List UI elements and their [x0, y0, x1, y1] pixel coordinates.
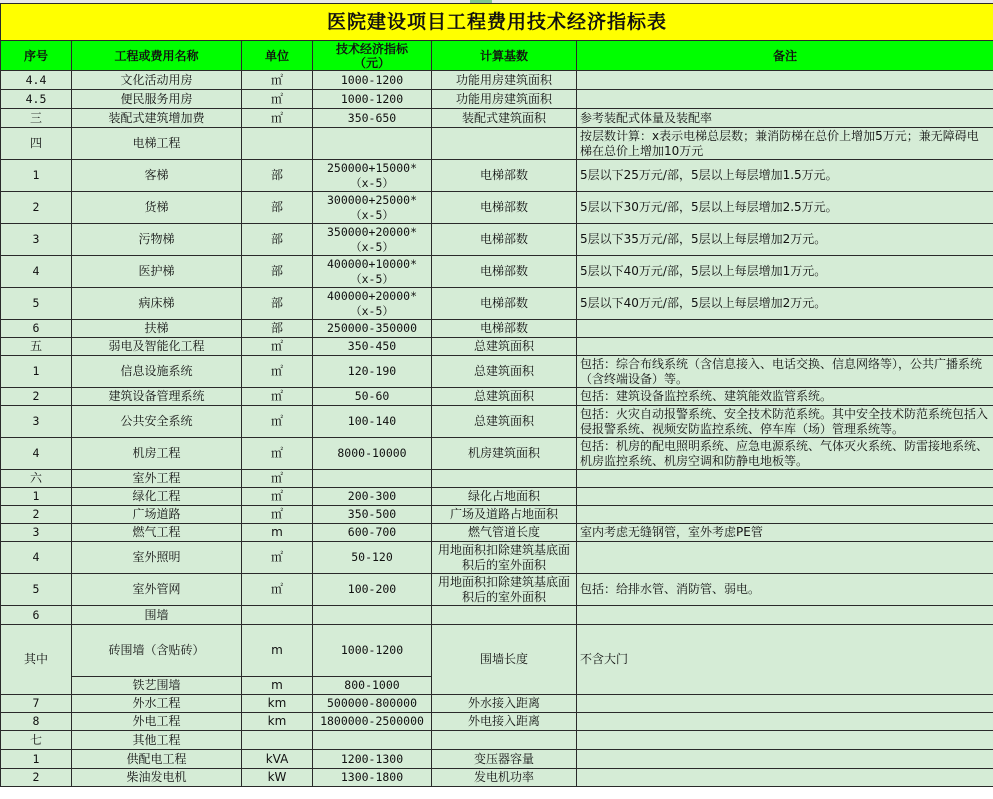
- cell-index[interactable]: 350000+20000*（x-5）: [313, 224, 432, 256]
- cell-base[interactable]: [432, 731, 577, 750]
- cell-name[interactable]: 电梯工程: [72, 128, 242, 160]
- cell-note[interactable]: 包括：机房的配电照明系统、应急电源系统、气体灭火系统、防雷接地系统、机房监控系统、机房空调和防静电地板等。: [577, 438, 993, 470]
- cell-no[interactable]: 6: [1, 606, 72, 625]
- cell-base[interactable]: [432, 470, 577, 488]
- header-name[interactable]: 工程或费用名称: [72, 41, 242, 71]
- table-row: [1, 288, 993, 320]
- cell-no[interactable]: 1: [1, 160, 72, 192]
- cell-unit[interactable]: ㎡: [242, 406, 313, 438]
- cell-base[interactable]: 总建筑面积: [432, 356, 577, 388]
- table-row: [1, 506, 993, 524]
- cell-note[interactable]: [577, 713, 993, 731]
- cell-name[interactable]: 信息设施系统: [72, 356, 242, 388]
- table-row: [1, 713, 993, 731]
- cell-index[interactable]: 100-200: [313, 574, 432, 606]
- cell-unit[interactable]: ㎡: [242, 338, 313, 356]
- cell-index[interactable]: 1200-1300: [313, 750, 432, 769]
- cell-name[interactable]: 装配式建筑增加费: [72, 109, 242, 128]
- cell-name[interactable]: 客梯: [72, 160, 242, 192]
- cell-index[interactable]: 1000-1200: [313, 71, 432, 90]
- cell-unit[interactable]: 部: [242, 192, 313, 224]
- cell-note[interactable]: 包括：给排水管、消防管、弱电。: [577, 574, 993, 606]
- cell-base[interactable]: 总建筑面积: [432, 388, 577, 406]
- cell-index[interactable]: [313, 606, 432, 625]
- cell-no[interactable]: 1: [1, 488, 72, 506]
- header-unit[interactable]: 单位: [242, 41, 313, 71]
- cell-base[interactable]: 机房建筑面积: [432, 438, 577, 470]
- cell-note[interactable]: 5层以下40万元/部，5层以上每层增加1万元。: [577, 256, 993, 288]
- cell-base[interactable]: 电梯部数: [432, 160, 577, 192]
- cell-index[interactable]: 100-140: [313, 406, 432, 438]
- cell-no[interactable]: 4: [1, 542, 72, 574]
- cell-base[interactable]: 总建筑面积: [432, 406, 577, 438]
- indicator-table: [0, 3, 993, 787]
- cell-base[interactable]: 围墙长度: [432, 625, 577, 695]
- cell-no[interactable]: 其中: [1, 625, 72, 695]
- cell-note[interactable]: 包括：综合布线系统（含信息接入、电话交换、信息网络等），公共广播系统（含终端设备）等。: [577, 356, 993, 388]
- cell-unit[interactable]: [242, 128, 313, 160]
- cell-base[interactable]: 绿化占地面积: [432, 488, 577, 506]
- cell-unit[interactable]: kW: [242, 769, 313, 787]
- cell-index[interactable]: 250000-350000: [313, 320, 432, 338]
- cell-unit[interactable]: m: [242, 677, 313, 695]
- table-row: [1, 406, 993, 438]
- cell-no[interactable]: 4.4: [1, 71, 72, 90]
- cell-no[interactable]: 七: [1, 731, 72, 750]
- table-row: [1, 356, 993, 388]
- cell-base[interactable]: 电梯部数: [432, 256, 577, 288]
- cell-unit[interactable]: 部: [242, 224, 313, 256]
- cell-no[interactable]: 5: [1, 574, 72, 606]
- cell-index[interactable]: [313, 470, 432, 488]
- cell-no[interactable]: 6: [1, 320, 72, 338]
- cell-no[interactable]: 8: [1, 713, 72, 731]
- cell-no[interactable]: 四: [1, 128, 72, 160]
- cell-no[interactable]: 2: [1, 769, 72, 787]
- cell-note[interactable]: [577, 695, 993, 713]
- cell-note[interactable]: 5层以下35万元/部，5层以上每层增加2万元。: [577, 224, 993, 256]
- cell-no[interactable]: 5: [1, 288, 72, 320]
- cell-no[interactable]: 3: [1, 524, 72, 542]
- cell-name[interactable]: 绿化工程: [72, 488, 242, 506]
- table-row: [1, 90, 993, 109]
- cell-index[interactable]: 300000+25000*（x-5）: [313, 192, 432, 224]
- cell-name[interactable]: 铁艺围墙: [72, 677, 242, 695]
- cell-unit[interactable]: ㎡: [242, 90, 313, 109]
- cell-name[interactable]: 扶梯: [72, 320, 242, 338]
- cell-unit[interactable]: km: [242, 713, 313, 731]
- cell-note[interactable]: [577, 338, 993, 356]
- cell-index[interactable]: 600-700: [313, 524, 432, 542]
- cell-unit[interactable]: ㎡: [242, 388, 313, 406]
- cell-base[interactable]: [432, 128, 577, 160]
- cell-no[interactable]: 2: [1, 388, 72, 406]
- cell-no[interactable]: 六: [1, 470, 72, 488]
- cell-name[interactable]: 广场道路: [72, 506, 242, 524]
- table-row: [1, 542, 993, 574]
- cell-base[interactable]: 电梯部数: [432, 288, 577, 320]
- cell-note[interactable]: [577, 90, 993, 109]
- cell-unit[interactable]: 部: [242, 288, 313, 320]
- cell-index[interactable]: 350-500: [313, 506, 432, 524]
- cell-unit[interactable]: km: [242, 695, 313, 713]
- table-row: [1, 470, 993, 488]
- cell-note[interactable]: 包括：火灾自动报警系统、安全技术防范系统。其中安全技术防范系统包括入侵报警系统、视频安防监控系统、停车库（场）管理系统等。: [577, 406, 993, 438]
- cell-base[interactable]: 装配式建筑面积: [432, 109, 577, 128]
- table-row: [1, 438, 993, 470]
- cell-note[interactable]: 5层以下25万元/部，5层以上每层增加1.5万元。: [577, 160, 993, 192]
- cell-name[interactable]: 病床梯: [72, 288, 242, 320]
- cell-base[interactable]: 用地面积扣除建筑基底面积后的室外面积: [432, 542, 577, 574]
- cell-no[interactable]: 3: [1, 406, 72, 438]
- cell-note[interactable]: 5层以下30万元/部，5层以上每层增加2.5万元。: [577, 192, 993, 224]
- cell-name[interactable]: 柴油发电机: [72, 769, 242, 787]
- cell-no[interactable]: 3: [1, 224, 72, 256]
- table-row: [1, 625, 993, 677]
- table-row: [1, 524, 993, 542]
- cell-note[interactable]: [577, 506, 993, 524]
- table-row: [1, 750, 993, 769]
- table-row: [1, 71, 993, 90]
- cell-index[interactable]: 500000-800000: [313, 695, 432, 713]
- cell-no[interactable]: 三: [1, 109, 72, 128]
- cell-name[interactable]: 机房工程: [72, 438, 242, 470]
- cell-note[interactable]: [577, 606, 993, 625]
- cell-unit[interactable]: 部: [242, 320, 313, 338]
- cell-name[interactable]: 外电工程: [72, 713, 242, 731]
- cell-unit[interactable]: 部: [242, 160, 313, 192]
- cell-name[interactable]: 医护梯: [72, 256, 242, 288]
- cell-name[interactable]: 砖围墙（含贴砖）: [72, 625, 242, 677]
- cell-note[interactable]: [577, 769, 993, 787]
- cell-name[interactable]: 其他工程: [72, 731, 242, 750]
- cell-no[interactable]: 五: [1, 338, 72, 356]
- cell-index[interactable]: 50-60: [313, 388, 432, 406]
- table-row: [1, 606, 993, 625]
- cell-base[interactable]: 外电接入距离: [432, 713, 577, 731]
- cell-no[interactable]: 4: [1, 256, 72, 288]
- table-row: [1, 488, 993, 506]
- cell-no[interactable]: 4.5: [1, 90, 72, 109]
- cell-index[interactable]: 1800000-2500000: [313, 713, 432, 731]
- table-row: [1, 388, 993, 406]
- cell-name[interactable]: 围墙: [72, 606, 242, 625]
- table-row: [1, 695, 993, 713]
- cell-name[interactable]: 建筑设备管理系统: [72, 388, 242, 406]
- cell-note[interactable]: [577, 320, 993, 338]
- cell-unit[interactable]: ㎡: [242, 109, 313, 128]
- table-row: [1, 338, 993, 356]
- cell-name[interactable]: 公共安全系统: [72, 406, 242, 438]
- table-row: [1, 224, 993, 256]
- table-row: [1, 256, 993, 288]
- cell-name[interactable]: 外水工程: [72, 695, 242, 713]
- cell-note[interactable]: 参考装配式体量及装配率: [577, 109, 993, 128]
- cell-index[interactable]: [313, 128, 432, 160]
- cell-note[interactable]: [577, 488, 993, 506]
- cell-name[interactable]: 污物梯: [72, 224, 242, 256]
- cell-unit[interactable]: ㎡: [242, 356, 313, 388]
- cell-name[interactable]: 便民服务用房: [72, 90, 242, 109]
- table-row: [1, 769, 993, 787]
- cell-base[interactable]: 总建筑面积: [432, 338, 577, 356]
- cell-index[interactable]: 50-120: [313, 542, 432, 574]
- table-row: [1, 109, 993, 128]
- table-row: [1, 192, 993, 224]
- cell-no[interactable]: 1: [1, 750, 72, 769]
- cell-note[interactable]: [577, 71, 993, 90]
- cell-base[interactable]: 功能用房建筑面积: [432, 90, 577, 109]
- cell-unit[interactable]: 部: [242, 256, 313, 288]
- cell-base[interactable]: 发电机功率: [432, 769, 577, 787]
- cell-no[interactable]: 4: [1, 438, 72, 470]
- cell-unit[interactable]: [242, 731, 313, 750]
- cell-name[interactable]: 燃气工程: [72, 524, 242, 542]
- cell-unit[interactable]: ㎡: [242, 470, 313, 488]
- cell-base[interactable]: 广场及道路占地面积: [432, 506, 577, 524]
- cell-unit[interactable]: ㎡: [242, 542, 313, 574]
- cell-note[interactable]: 包括：建筑设备监控系统、建筑能效监管系统。: [577, 388, 993, 406]
- cell-name[interactable]: 室外照明: [72, 542, 242, 574]
- cell-index[interactable]: 1000-1200: [313, 90, 432, 109]
- cell-base[interactable]: 燃气管道长度: [432, 524, 577, 542]
- cell-index[interactable]: 350-650: [313, 109, 432, 128]
- cell-index[interactable]: 250000+15000*（x-5）: [313, 160, 432, 192]
- cell-name[interactable]: 供配电工程: [72, 750, 242, 769]
- header-note[interactable]: 备注: [577, 41, 993, 71]
- header-index[interactable]: 技术经济指标 （元）: [313, 41, 432, 71]
- cell-note[interactable]: 5层以下40万元/部，5层以上每层增加2万元。: [577, 288, 993, 320]
- cell-name[interactable]: 货梯: [72, 192, 242, 224]
- cell-unit[interactable]: ㎡: [242, 71, 313, 90]
- cell-no[interactable]: 1: [1, 356, 72, 388]
- cell-unit[interactable]: kVA: [242, 750, 313, 769]
- cell-no[interactable]: 2: [1, 192, 72, 224]
- cell-note[interactable]: [577, 470, 993, 488]
- cell-note[interactable]: 按层数计算：x表示电梯总层数；兼消防梯在总价上增加5万元；兼无障碍电梯在总价上增加10万元: [577, 128, 993, 160]
- cell-base[interactable]: 电梯部数: [432, 192, 577, 224]
- header-no[interactable]: 序号: [1, 41, 72, 71]
- cell-index[interactable]: [313, 731, 432, 750]
- cell-base[interactable]: [432, 606, 577, 625]
- cell-index[interactable]: 400000+20000*（x-5）: [313, 288, 432, 320]
- cell-note[interactable]: [577, 731, 993, 750]
- table-row: [1, 731, 993, 750]
- header-base[interactable]: 计算基数: [432, 41, 577, 71]
- cell-index[interactable]: 120-190: [313, 356, 432, 388]
- table-row: [1, 320, 993, 338]
- cell-base[interactable]: 变压器容量: [432, 750, 577, 769]
- cell-index[interactable]: 350-450: [313, 338, 432, 356]
- cell-base[interactable]: 功能用房建筑面积: [432, 71, 577, 90]
- cell-base[interactable]: 电梯部数: [432, 320, 577, 338]
- table-row: [1, 128, 993, 160]
- cell-index[interactable]: 400000+10000*（x-5）: [313, 256, 432, 288]
- table-title: 医院建设项目工程费用技术经济指标表: [1, 4, 993, 41]
- table-row: [1, 160, 993, 192]
- cell-index[interactable]: 800-1000: [313, 677, 432, 695]
- cell-note[interactable]: [577, 750, 993, 769]
- cell-unit[interactable]: m: [242, 625, 313, 677]
- cell-index[interactable]: 200-300: [313, 488, 432, 506]
- cell-unit[interactable]: ㎡: [242, 574, 313, 606]
- cell-note[interactable]: 不含大门: [577, 625, 993, 695]
- cell-index[interactable]: 1000-1200: [313, 625, 432, 677]
- cell-unit[interactable]: ㎡: [242, 488, 313, 506]
- cell-base[interactable]: 外水接入距离: [432, 695, 577, 713]
- cell-no[interactable]: 2: [1, 506, 72, 524]
- cell-unit[interactable]: ㎡: [242, 506, 313, 524]
- cell-no[interactable]: 7: [1, 695, 72, 713]
- cell-name[interactable]: 弱电及智能化工程: [72, 338, 242, 356]
- cell-note[interactable]: 室内考虑无缝钢管，室外考虑PE管: [577, 524, 993, 542]
- cell-name[interactable]: 室外工程: [72, 470, 242, 488]
- cell-name[interactable]: 室外管网: [72, 574, 242, 606]
- cell-base[interactable]: 电梯部数: [432, 224, 577, 256]
- cell-base[interactable]: 用地面积扣除建筑基底面积后的室外面积: [432, 574, 577, 606]
- cell-index[interactable]: 1300-1800: [313, 769, 432, 787]
- cell-unit[interactable]: ㎡: [242, 438, 313, 470]
- table-row: [1, 574, 993, 606]
- cell-name[interactable]: 文化活动用房: [72, 71, 242, 90]
- cell-note[interactable]: [577, 542, 993, 574]
- cell-index[interactable]: 8000-10000: [313, 438, 432, 470]
- cell-unit[interactable]: [242, 606, 313, 625]
- cell-unit[interactable]: m: [242, 524, 313, 542]
